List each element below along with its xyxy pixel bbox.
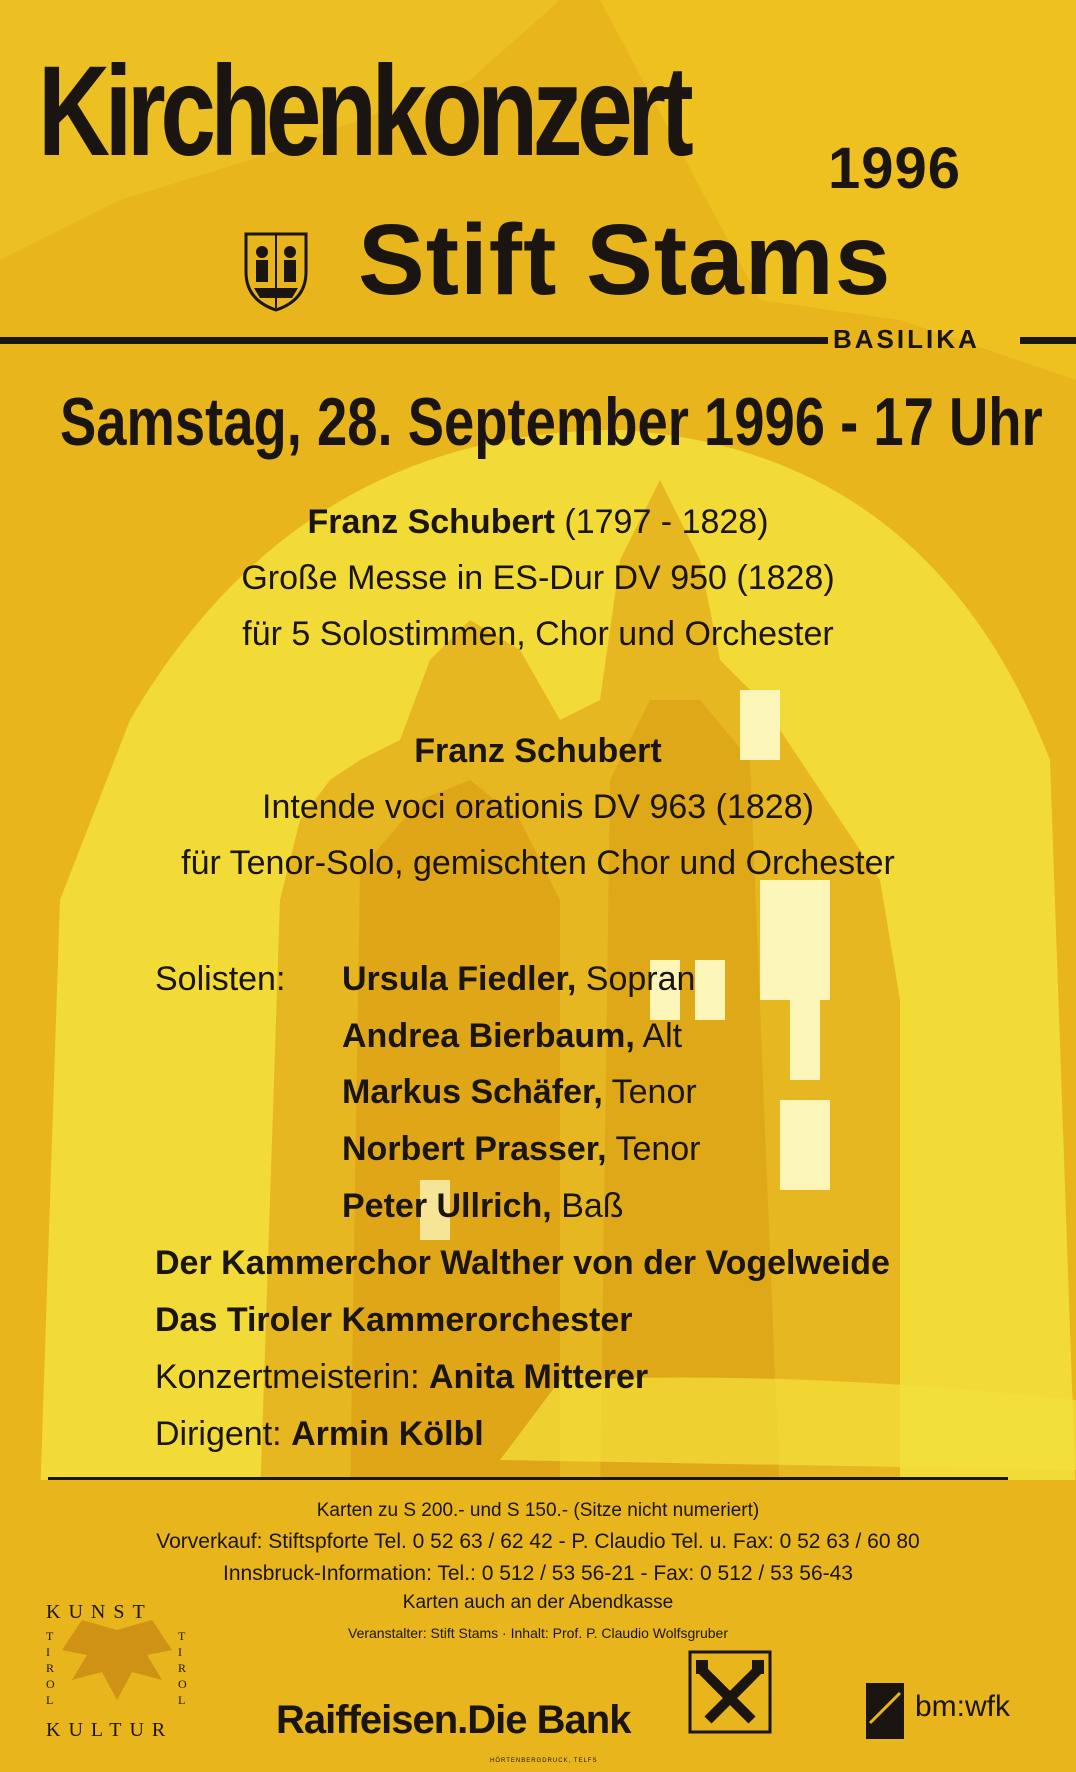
svg-text:R: R [46, 1661, 55, 1675]
footer-divider [48, 1477, 1008, 1480]
venue-subtitle: BASILIKA [833, 324, 980, 354]
header-divider [0, 337, 828, 344]
concertmaster-label: Konzertmeisterin: [155, 1358, 420, 1396]
work-1-title: Große Messe in ES-Dur DV 950 (1828) [241, 559, 835, 597]
orchestra-name: Das Tiroler Kammerorchester [155, 1301, 633, 1339]
work-2-scoring: für Tenor-Solo, gemischten Chor und Orchester [181, 844, 895, 882]
innsbruck-info: Innsbruck-Information: Tel.: 0 512 / 53 56-21 - Fax: 0 512 / 53 56-43 [223, 1562, 853, 1585]
organizer-info: Veranstalter: Stift Stams · Inhalt: Prof. P. Claudio Wolfsgruber [348, 1625, 728, 1641]
soloist-name: Andrea Bierbaum, [342, 1017, 635, 1055]
svg-text:I: I [46, 1645, 50, 1659]
conductor-name: Armin Kölbl [291, 1415, 484, 1453]
soloist-name: Peter Ullrich, [342, 1187, 552, 1225]
svg-text:L: L [46, 1693, 54, 1707]
ministry-wordmark: bm:wfk [915, 1690, 1011, 1723]
soloist-name: Markus Schäfer, [342, 1073, 603, 1111]
ticket-prices: Karten zu S 200.- und S 150.- (Sitze nicht numeriert) [316, 1500, 760, 1521]
soloist-voice: Sopran [585, 960, 696, 998]
concertmaster-line [155, 1360, 648, 1394]
soloist-row [342, 1132, 701, 1166]
soloists-label: Solisten: [155, 960, 286, 998]
choir-name: Der Kammerchor Walther von der Vogelweide [155, 1244, 890, 1282]
conductor-label: Dirigent: [155, 1415, 282, 1453]
svg-text:KULTUR: KULTUR [46, 1719, 174, 1740]
soloist-voice: Baß [561, 1187, 624, 1225]
printer-credit: HÖRTENBERGDRUCK, TELFS [490, 1758, 598, 1764]
soloist-row [342, 1019, 682, 1053]
soloist-row [342, 962, 695, 996]
raiffeisen-wordmark: Raiffeisen.Die Bank [276, 1698, 631, 1742]
soloist-name: Ursula Fiedler, [342, 960, 577, 998]
work-2 [0, 734, 1076, 902]
kunst-tirol-kultur-logo-icon [42, 1600, 192, 1740]
soloist-voice: Alt [642, 1017, 683, 1055]
svg-text:KUNST: KUNST [46, 1601, 153, 1623]
soloist-voice: Tenor [611, 1073, 697, 1111]
header-divider-end [1020, 337, 1076, 344]
conductor-line [155, 1417, 484, 1451]
concertmaster-name: Anita Mitterer [429, 1358, 649, 1396]
soloist-row [342, 1075, 697, 1109]
stams-coat-of-arms-icon [240, 228, 312, 312]
presale-info: Vorverkauf: Stiftspforte Tel. 0 52 63 / 62 42 - P. Claudio Tel. u. Fax: 0 52 63 / 60 80 [156, 1530, 920, 1553]
bmwfk-logo-icon [866, 1683, 904, 1739]
soloist-voice: Tenor [615, 1130, 701, 1168]
work-1-scoring: für 5 Solostimmen, Chor und Orchester [242, 615, 834, 653]
svg-text:I: I [178, 1645, 182, 1659]
svg-text:T: T [178, 1629, 186, 1643]
work-2-composer: Franz Schubert [414, 732, 662, 770]
svg-text:R: R [178, 1661, 187, 1675]
poster-year: 1996 [828, 136, 962, 201]
svg-text:L: L [178, 1693, 186, 1707]
svg-text:O: O [46, 1677, 55, 1691]
raiffeisen-gable-cross-icon [688, 1650, 772, 1734]
work-2-title: Intende voci orationis DV 963 (1828) [262, 788, 814, 826]
work-1-composer: Franz Schubert [307, 503, 555, 541]
svg-text:O: O [178, 1677, 187, 1691]
soloist-name: Norbert Prasser, [342, 1130, 607, 1168]
soloist-row [342, 1189, 624, 1223]
work-1 [0, 505, 1076, 673]
work-1-dates: (1797 - 1828) [564, 503, 769, 541]
box-office-info: Karten auch an der Abendkasse [402, 1592, 674, 1613]
venue-name: Stift Stams [358, 204, 892, 316]
svg-text:T: T [46, 1629, 54, 1643]
poster-title: Kirchenkonzert [38, 40, 689, 183]
work-1-composer-line [0, 505, 1076, 561]
event-date: Samstag, 28. September 1996 - 17 Uhr [60, 384, 1043, 460]
